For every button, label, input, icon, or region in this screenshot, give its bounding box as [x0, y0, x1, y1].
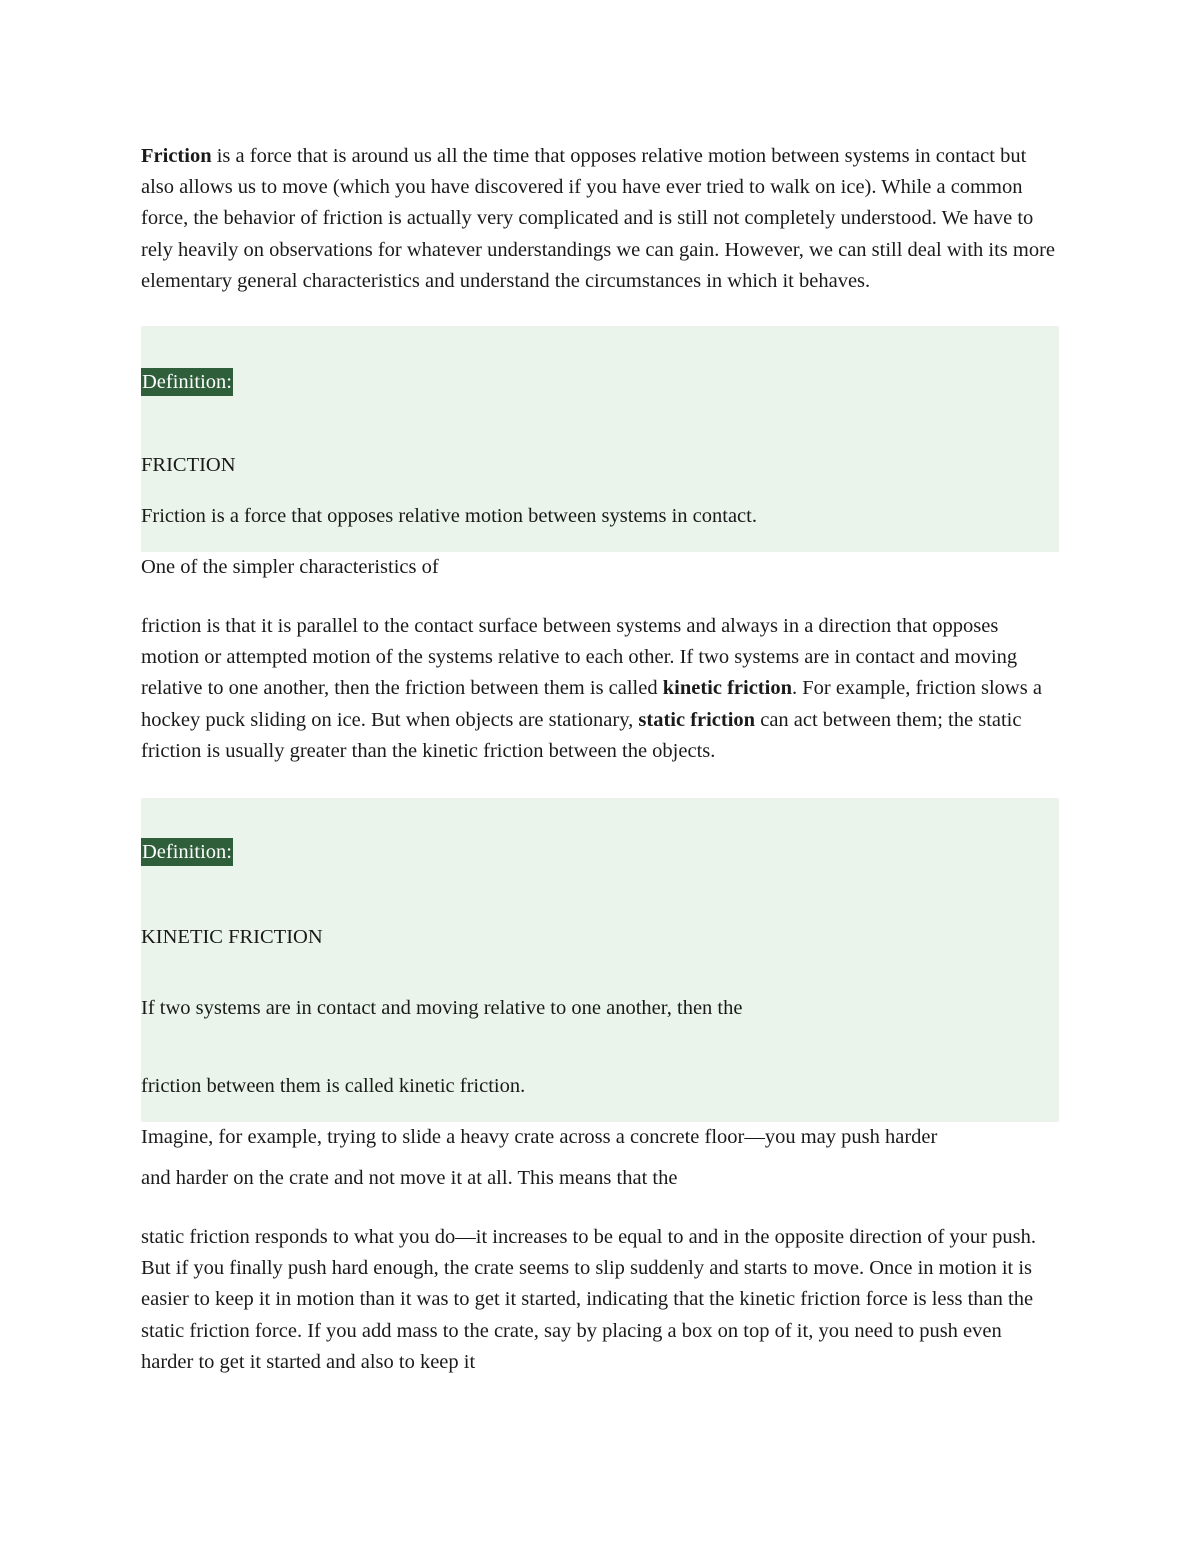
term-static-friction: static friction [638, 708, 756, 731]
paragraph-text: friction is that it is parallel to the contact surface between systems and always in a direction that opposes motion or attempted motion of the systems relative to each other. If two systems are in contact and moving relative to one another, then the friction between them is called [141, 615, 1018, 700]
paragraph-text: can act between them; the static friction is usually greater than the kinetic friction between the objects. [141, 708, 1022, 762]
definition-label: Definition: [141, 838, 233, 866]
definition-text-line-2: friction between them is called kinetic friction. [141, 1075, 526, 1097]
paragraph-text: . For example, friction slows a hockey puck sliding on ice. But when objects are stationary, [141, 677, 1042, 731]
definition-label: Definition: [141, 368, 233, 396]
definition-box-friction [141, 326, 1059, 552]
term-friction: Friction [141, 145, 212, 167]
intro-paragraph [141, 141, 1059, 297]
simpler-characteristics-line: One of the simpler characteristics of [141, 556, 439, 578]
term-kinetic-friction: kinetic friction [662, 677, 792, 700]
definition-text-line-1: If two systems are in contact and moving relative to one another, then the [141, 997, 743, 1019]
imagine-line-1: Imagine, for example, trying to slide a heavy crate across a concrete floor—you may push harder [141, 1126, 938, 1148]
definition-text: Friction is a force that opposes relative motion between systems in contact. [141, 505, 757, 527]
intro-text: is a force that is around us all the time that opposes relative motion between systems in contact but also allows us to move (which you have discovered if you have ever tried to walk on ice). While a common force, the behavior of friction is actually very complicated and is still not completely understood. We have to rely heavily on observations for whatever understandings we can gain. However, we can still deal with its more elementary general characteristics and understand the circumstances in which it behaves. [141, 145, 1056, 292]
characteristics-paragraph [141, 611, 1059, 767]
definition-box-kinetic-friction [141, 798, 1059, 1122]
definition-term: KINETIC FRICTION [141, 926, 323, 948]
static-friction-paragraph: static friction responds to what you do—it increases to be equal to and in the opposite direction of your push. But if you finally push hard enough, the crate seems to slip suddenly and starts to move. Once in motion it is easier to keep it in motion than it was to get it started, indicating that the kinetic friction force is less than the static friction force. If you add mass to the crate, say by placing a box on top of it, you need to push even harder to get it started and also to keep it [141, 1226, 1036, 1373]
definition-term: FRICTION [141, 454, 236, 476]
imagine-line-2: and harder on the crate and not move it at all. This means that the [141, 1167, 678, 1189]
